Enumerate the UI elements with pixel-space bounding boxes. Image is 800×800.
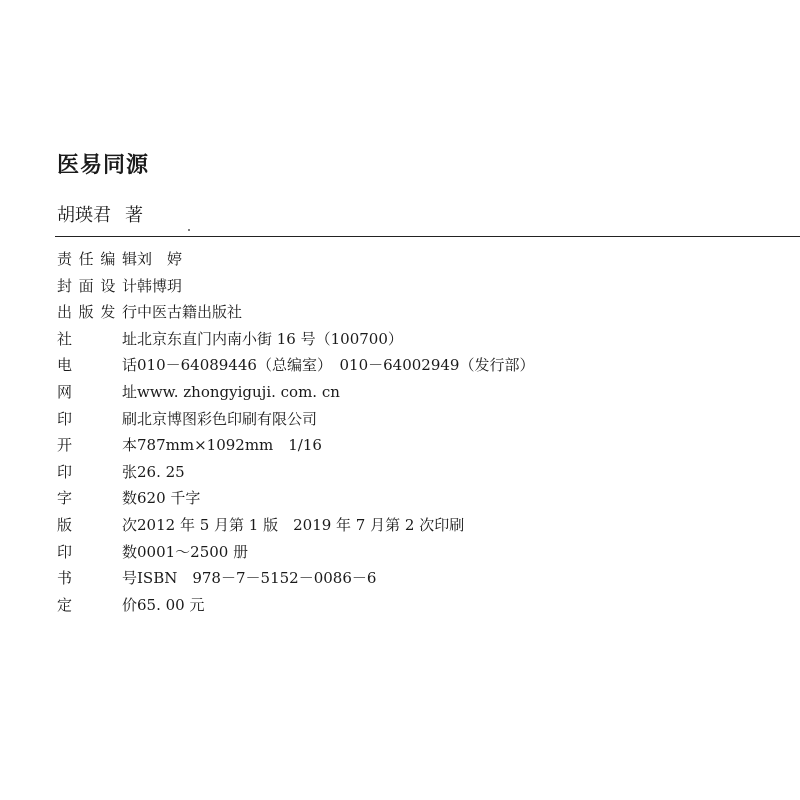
- info-label: 印 刷: [57, 409, 137, 428]
- info-row-editor: [57, 246, 534, 273]
- info-label: 书 号: [57, 569, 137, 588]
- info-value: 010－64089446（总编室） 010－64002949（发行部）: [137, 356, 535, 375]
- info-value: ISBN 978－7－5152－0086－6: [137, 569, 377, 588]
- info-label: 社 址: [57, 329, 137, 348]
- info-row-printer: [57, 406, 534, 433]
- info-value: 中医古籍出版社: [137, 303, 243, 322]
- book-title: 医易同源: [57, 153, 150, 178]
- info-row-word-count: [57, 485, 534, 512]
- info-row-edition: [57, 512, 534, 539]
- info-row-price: [57, 592, 534, 619]
- info-value: 北京东直门内南小街 16 号（100700）: [137, 329, 403, 348]
- info-row-cover-design: [57, 273, 534, 300]
- info-label: 责任编辑: [57, 250, 137, 268]
- info-value: 刘 婷: [137, 250, 183, 268]
- info-label: 版 次: [57, 515, 137, 534]
- info-label: 定 价: [57, 595, 137, 614]
- info-row-address: [57, 326, 534, 353]
- info-label: 字 数: [57, 489, 137, 508]
- info-row-sheets: [57, 459, 534, 486]
- info-value: 620 千字: [137, 489, 201, 508]
- info-label: 封面设计: [57, 276, 137, 295]
- info-row-format: [57, 432, 534, 459]
- info-label: 电 话: [57, 356, 137, 375]
- author-line: [57, 201, 143, 227]
- info-value: 65. 00 元: [137, 595, 205, 614]
- author-name: 胡瑛君: [57, 205, 111, 226]
- author-role: 著: [125, 205, 143, 226]
- info-row-phone: [57, 352, 534, 379]
- info-value: 北京博图彩色印刷有限公司: [137, 409, 318, 428]
- colophon-table: [57, 246, 534, 618]
- info-label: 开 本: [57, 436, 137, 455]
- info-value: 787mm×1092mm 1/16: [137, 436, 322, 455]
- info-value: 0001～2500 册: [137, 542, 249, 561]
- info-value: 2012 年 5 月第 1 版 2019 年 7 月第 2 次印刷: [137, 515, 465, 534]
- info-row-print-run: [57, 539, 534, 566]
- info-value: 26. 25: [137, 462, 185, 481]
- info-label: 印 数: [57, 542, 137, 561]
- info-value: 韩博玥: [137, 276, 183, 295]
- rule-speck: [188, 229, 190, 231]
- info-row-website: [57, 379, 534, 406]
- info-label: 印 张: [57, 462, 137, 481]
- info-label: 出版发行: [57, 303, 137, 322]
- info-value: www. zhongyiguji. com. cn: [137, 382, 340, 401]
- info-label: 网 址: [57, 382, 137, 401]
- divider-rule: [55, 236, 800, 237]
- info-row-isbn: [57, 565, 534, 592]
- info-row-publisher: [57, 299, 534, 326]
